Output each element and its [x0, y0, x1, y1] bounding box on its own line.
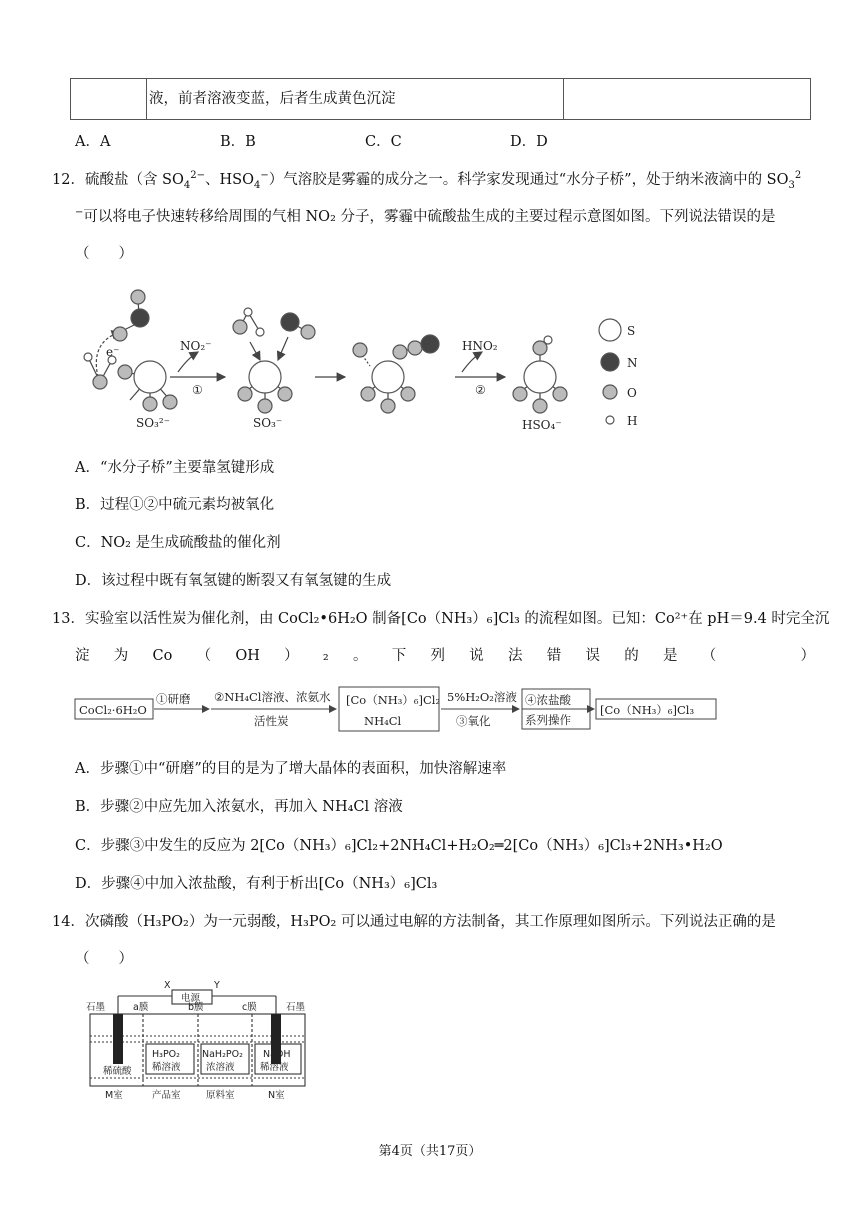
flow-product: [Co（NH₃）₆]Cl₃	[600, 703, 695, 717]
q11-option-d[interactable]: D．D	[510, 134, 548, 150]
flow-step3: ③氧化	[456, 714, 491, 728]
step2-label: ②	[475, 383, 486, 397]
q12-line2: −可以将电子快速转移给周围的气相 NO₂ 分子，雾霾中硫酸盐生成的主要过程示意图如图。下列说法错误的是	[75, 207, 776, 225]
flow-step4: 系列操作	[525, 713, 571, 727]
product-solution-1: H₃PO₂	[152, 1049, 180, 1060]
flow-start: CoCl₂·6H₂O	[79, 703, 147, 717]
q13-option-c[interactable]: C．步骤③中发生的反应为 2[Co（NH₃）₆]Cl₂+2NH₄Cl+H₂O₂═2[Co（NH₃）₆]Cl₃+2NH₃•H₂O	[75, 838, 723, 854]
room-raw: 原料室	[206, 1090, 235, 1100]
electrolysis-cell-diagram	[80, 978, 315, 1100]
flow-step2-catalyst: 活性炭	[254, 714, 289, 728]
hno2-label: HNO₂	[462, 339, 498, 353]
legend-o: O	[627, 386, 637, 400]
terminal-y: Y	[214, 980, 220, 991]
cobalt-flow-diagram	[74, 683, 719, 735]
graphite-right-label: 石墨	[286, 1002, 306, 1013]
q12-option-d[interactable]: D．该过程中既有氧氢键的断裂又有氧氢键的生成	[75, 573, 392, 589]
q13-line1: 13．实验室以活性炭为催化剂，由 CoCl₂•6H₂O 制备[Co（NH₃）₆]Cl₃ 的流程如图。已知：Co²⁺在 pH＝9.4 时完全沉	[52, 611, 830, 627]
q12-line1: 12．硫酸盐（含 $SO_4^{2-}$、$HSO_4^-$）气溶胶是雾霾的成分之一。科学家发现通过“水分子桥”，处于纳米液滴中的 $SO_3^2$	[52, 170, 802, 191]
legend-s: S	[627, 324, 636, 338]
legend-h: H	[627, 414, 638, 428]
q12-line3: （ ）	[75, 246, 133, 262]
q11-option-a[interactable]: A．A	[75, 134, 111, 150]
raw-solution-1: NaH₂PO₂	[202, 1049, 243, 1060]
no2-label: NO₂⁻	[180, 339, 212, 353]
q11-options	[75, 132, 775, 152]
n-solution-2: 稀溶液	[260, 1062, 289, 1073]
room-product: 产品室	[152, 1090, 181, 1100]
table-cell-text: 液，前者溶液变蓝，后者生成黄色沉淀	[149, 91, 396, 107]
m-solution: 稀硫酸	[103, 1066, 132, 1077]
step1-label: ①	[192, 383, 203, 397]
flow-intermediate: [Co（NH₃）₆]Cl₂	[346, 693, 441, 707]
left-graphite-electrode	[113, 1014, 123, 1064]
flow-nh4cl: NH₄Cl	[364, 714, 402, 728]
flow-step1: ①研磨	[156, 692, 191, 706]
terminal-x: X	[164, 980, 171, 991]
power-supply: 电源	[181, 993, 201, 1004]
membrane-c: c膜	[242, 1002, 257, 1013]
membrane-b: b膜	[188, 1002, 204, 1013]
flow-step3-reagent: 5%H₂O₂溶液	[447, 690, 517, 704]
graphite-left-label: 石墨	[86, 1002, 106, 1013]
q11-option-b[interactable]: B．B	[220, 134, 256, 150]
q12-option-c[interactable]: C．NO₂ 是生成硫酸盐的催化剂	[75, 535, 281, 551]
answer-table-row	[70, 78, 811, 120]
q11-option-c[interactable]: C．C	[365, 134, 402, 150]
membrane-a: a膜	[133, 1002, 149, 1013]
electron-label: e⁻	[106, 345, 120, 359]
q13-option-b[interactable]: B．步骤②中应先加入浓氨水，再加入 NH₄Cl 溶液	[75, 799, 403, 815]
raw-solution-2: 浓溶液	[206, 1062, 235, 1073]
q13-option-d[interactable]: D．步骤④中加入浓盐酸，有利于析出[Co（NH₃）₆]Cl₃	[75, 876, 438, 892]
q14-line2: （ ）	[75, 951, 133, 967]
room-m: M室	[105, 1090, 123, 1100]
q13-line2: 淀 为 Co （ OH ） ₂ 。 下 列 说 法 错 误 的 是 （ ）	[75, 648, 815, 664]
q14-line1: 14．次磷酸（H₃PO₂）为一元弱酸，H₃PO₂ 可以通过电解的方法制备，其工作原理如图所示。下列说法正确的是	[52, 914, 776, 930]
so3-label: SO₃⁻	[253, 416, 283, 430]
q12-option-b[interactable]: B．过程①②中硫元素均被氧化	[75, 497, 275, 513]
q13-option-a[interactable]: A．步骤①中“研磨”的目的是为了增大晶体的表面积，加快溶解速率	[75, 761, 507, 777]
product-solution-2: 稀溶液	[152, 1062, 181, 1073]
hso4-label: HSO₄⁻	[522, 418, 562, 432]
flow-step4-reagent: ④浓盐酸	[525, 693, 571, 707]
q12-option-a[interactable]: A．“水分子桥”主要靠氢键形成	[75, 460, 275, 476]
legend-n: N	[627, 356, 638, 370]
page-footer: 第4页（共17页）	[378, 1144, 482, 1159]
room-n: N室	[268, 1090, 285, 1100]
so3-2-label: SO₃²⁻	[136, 416, 171, 430]
flow-step2-reagent: ②NH₄Cl溶液、浓氨水	[214, 690, 331, 704]
n-solution-1: NaOH	[263, 1049, 291, 1060]
sulfate-formation-diagram	[70, 282, 670, 442]
